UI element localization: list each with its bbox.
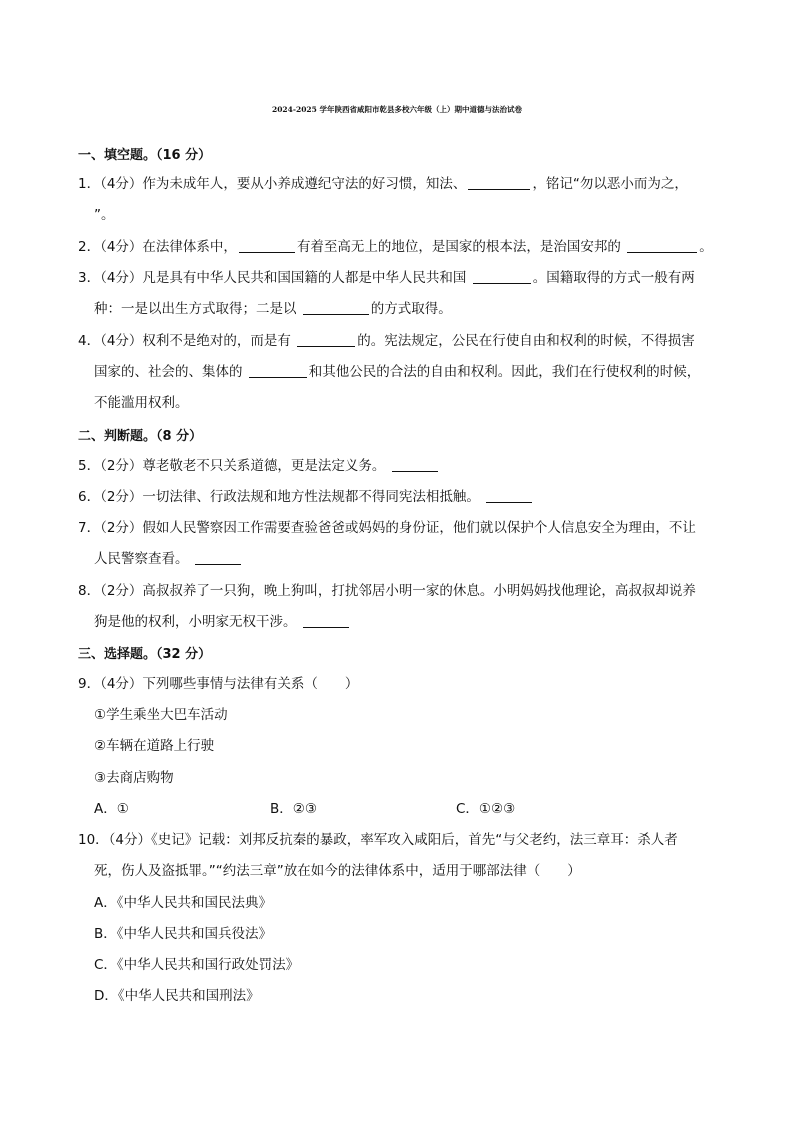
answer-blank[interactable] xyxy=(486,488,532,503)
question-8-text-b: 狗是他的权利，小明家无权干涉。 xyxy=(94,614,297,630)
question-1-text-a: 1．（4分）作为未成年人，要从小养成遵纪守法的好习惯，知法、 xyxy=(78,176,467,192)
question-2-text-b: 有着至高无上的地位，是国家的根本法，是治国安邦的 xyxy=(296,239,621,255)
answer-blank[interactable] xyxy=(468,175,530,190)
question-7-line-2 xyxy=(94,549,243,569)
question-4-text-e: 不能滥用权利。 xyxy=(94,395,189,411)
question-10-option-b[interactable]: B．《中华人民共和国兵役法》 xyxy=(94,926,273,942)
question-2-text-c: 。 xyxy=(699,239,713,255)
question-10-option-c[interactable]: C．《中华人民共和国行政处罚法》 xyxy=(94,957,300,973)
question-6-text: 6．（2分）一切法律、行政法规和地方性法规都不得同宪法相抵触。 xyxy=(78,489,480,505)
section-heading-true-false: 二、判断题。（8 分） xyxy=(78,429,203,444)
question-10-line-1: 10．（4分）《史记》记载：刘邦反抗秦的暴政，率军攻入咸阳后，首先“与父老约，法三章耳：杀人者 xyxy=(78,832,678,848)
question-4-text-c: 国家的、社会的、集体的 xyxy=(94,364,243,380)
answer-blank[interactable] xyxy=(195,550,241,565)
question-4-line-1 xyxy=(78,331,695,351)
question-4-text-a: 4．（4分）权利不是绝对的，而是有 xyxy=(78,333,291,349)
question-9-item-1: ①学生乘坐大巴车活动 xyxy=(94,707,228,723)
question-8-line-1 xyxy=(78,581,696,601)
question-5-text: 5．（2分）尊老敬老不只关系道德，更是法定义务。 xyxy=(78,458,386,474)
question-9-option-b[interactable]: B．②③ xyxy=(270,801,317,817)
question-6 xyxy=(78,487,534,507)
question-3-text-a: 3．（4分）凡是具有中华人民共和国国籍的人都是中华人民共和国 xyxy=(78,270,467,286)
question-3-line-1 xyxy=(78,268,695,288)
answer-blank[interactable] xyxy=(473,269,531,284)
question-1-text-b: ，铭记“勿以恶小而为之， xyxy=(532,176,688,192)
question-1-line-2 xyxy=(94,205,115,225)
question-8-text-a: 8．（2分）高叔叔养了一只狗，晚上狗叫，打扰邻居小明一家的休息。小明妈妈找他理论，高叔叔却说养 xyxy=(78,583,696,599)
answer-blank[interactable] xyxy=(303,300,369,315)
answer-blank[interactable] xyxy=(303,613,349,628)
answer-blank[interactable] xyxy=(249,363,307,378)
question-9-option-c[interactable]: C．①②③ xyxy=(456,801,516,817)
question-1-text-c: ”。 xyxy=(94,207,115,223)
question-9-item-3: ③去商店购物 xyxy=(94,770,174,786)
answer-blank[interactable] xyxy=(297,332,355,347)
question-4-text-d: 和其他公民的合法的自由和权利。因此，我们在行使权利的时候， xyxy=(308,364,701,380)
question-7-line-1 xyxy=(78,518,696,538)
question-3-text-b: 。国籍取得的方式一般有两 xyxy=(532,270,695,286)
question-2-text-a: 2．（4分）在法律体系中， xyxy=(78,239,237,255)
question-4-line-2 xyxy=(94,362,700,382)
question-10-option-d[interactable]: D．《中华人民共和国刑法》 xyxy=(94,988,260,1004)
question-3-line-2 xyxy=(94,299,452,319)
answer-blank[interactable] xyxy=(392,457,438,472)
answer-blank[interactable] xyxy=(239,238,295,253)
section-heading-multiple-choice: 三、选择题。（32 分） xyxy=(78,647,212,662)
question-4-text-b: 的。宪法规定，公民在行使自由和权利的时候，不得损害 xyxy=(357,333,695,349)
question-7-text-b: 人民警察查看。 xyxy=(94,551,189,567)
answer-blank[interactable] xyxy=(627,238,697,253)
section-heading-fill-in: 一、填空题。（16 分） xyxy=(78,148,212,163)
question-9-item-2: ②车辆在道路上行驶 xyxy=(94,738,215,754)
question-3-text-c: 种：一是以出生方式取得；二是以 xyxy=(94,301,297,317)
exam-title: 2024-2025 学年陕西省咸阳市乾县多校六年级（上）期中道德与法治试卷 xyxy=(272,105,522,114)
question-7-text-a: 7．（2分）假如人民警察因工作需要查验爸爸或妈妈的身份证，他们就以保护个人信息安全为理由，不让 xyxy=(78,520,696,536)
question-8-line-2 xyxy=(94,612,351,632)
question-5 xyxy=(78,456,440,476)
question-9-stem: 9．（4分）下列哪些事情与法律有关系（ ） xyxy=(78,676,359,692)
question-4-line-3 xyxy=(94,393,189,413)
question-10-line-2: 死，伤人及盗抵罪。”“约法三章”放在如今的法律体系中，适用于哪部法律（ ） xyxy=(94,863,581,879)
question-9-option-a[interactable]: A．① xyxy=(94,801,129,817)
question-2 xyxy=(78,237,713,257)
question-1-line-1 xyxy=(78,174,688,194)
question-3-text-d: 的方式取得。 xyxy=(370,301,452,317)
question-10-option-a[interactable]: A．《中华人民共和国民法典》 xyxy=(94,895,272,911)
